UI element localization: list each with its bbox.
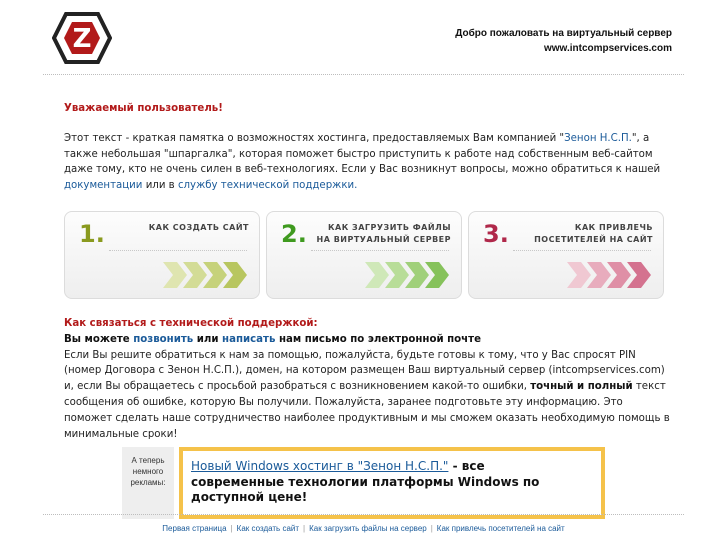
contact-section (64, 316, 674, 442)
step-label (317, 222, 451, 246)
contact-text: Вы можете (64, 333, 130, 345)
footer-nav (0, 524, 727, 533)
ad-description: - все современные технологии платформы Windows по доступной цене! (191, 459, 540, 504)
step-number: 2. (281, 220, 307, 248)
documentation-link[interactable]: документации (64, 180, 143, 192)
welcome-line-1: Добро пожаловать на виртуальный сервер (455, 28, 672, 39)
intro-text-a: Этот текст - краткая памятка о возможностях хостинга, предоставляемых Вам компанией " (64, 132, 565, 144)
intro-text-b: ", а также небольшая "шпаргалка", которая поможет быстро приступить к работе над собственным веб-сайтом даже тому, кто не очень силен в веб-технологиях. Если у Вас возникнут вопросы, можно обратиться к нашей (64, 132, 661, 176)
greeting-heading: Уважаемый пользователь! (64, 103, 223, 114)
zenon-logo-icon[interactable] (52, 12, 112, 64)
step-label-line2: НА ВИРТУАЛЬНЫЙ СЕРВЕР (316, 235, 451, 244)
footer-separator: | (303, 524, 306, 533)
chevrons-icon (567, 262, 664, 288)
support-link[interactable]: службу технической поддержки. (177, 180, 358, 192)
footer-link-create-site[interactable]: Как создать сайт (236, 524, 300, 533)
contact-para-a: Если Вы решите обратиться к нам за помощью, пожалуйста, будьте готовы к тому, что у Вас спросят PIN (номер Договора с Зенон Н.С.П.), домен, на котором размещен Ваш виртуальный сервер (intcompservices.com) и, если Вы обращаетесь с просьбой разобраться с возникновением какой-то ошибки, (64, 349, 665, 393)
step-label-line2: ПОСЕТИТЕЛЕЙ НА САЙТ (534, 235, 653, 244)
bottom-divider (43, 514, 684, 515)
contact-para-bold: точный и полный (530, 381, 633, 393)
contact-text-email: нам письмо по электронной почте (278, 333, 481, 345)
step-label (149, 222, 249, 234)
chevrons-icon (163, 262, 260, 288)
footer-link-upload[interactable]: Как загрузить файлы на сервер (309, 524, 427, 533)
welcome-domain: www.intcompservices.com (543, 43, 672, 54)
top-divider (43, 74, 684, 75)
footer-link-home[interactable]: Первая страница (162, 524, 227, 533)
step-label-line1: КАК СОЗДАТЬ САЙТ (148, 223, 249, 232)
footer-link-visitors[interactable]: Как привлечь посетителей на сайт (436, 524, 565, 533)
ad-windows-hosting-link[interactable]: Новый Windows хостинг в "Зенон Н.С.П." (191, 459, 449, 473)
steps-banner (64, 211, 670, 301)
step-attract-visitors[interactable] (468, 211, 664, 299)
step-number: 1. (79, 220, 105, 248)
contact-para-b: текст сообщения об ошибке, которую Вы получили. Пожалуйста, заранее подготовьте эту информацию. Это поможет сделать наше сотрудничество наиболее продуктивным и мы сможем оказать необходимую помощь в минимальные сроки! (64, 381, 670, 440)
footer-separator: | (430, 524, 433, 533)
call-link[interactable]: позвонить (133, 333, 194, 345)
company-link[interactable]: Зенон Н.С.П. (564, 132, 632, 144)
step-label (534, 222, 653, 246)
intro-text-c: или в (145, 180, 175, 192)
contact-heading: Как связаться с технической поддержкой: (64, 318, 318, 329)
contact-text-or: или (196, 333, 219, 345)
step-divider (109, 250, 247, 251)
header (0, 0, 727, 76)
footer-separator: | (230, 524, 233, 533)
step-upload-files[interactable] (266, 211, 462, 299)
chevrons-icon (365, 262, 462, 288)
ad-text (191, 459, 571, 506)
step-label-line1: КАК ПРИВЛЕЧЬ (574, 223, 653, 232)
step-divider (311, 250, 449, 251)
step-create-site[interactable] (64, 211, 260, 299)
contact-options (64, 332, 674, 348)
intro-section (64, 96, 670, 194)
step-number: 3. (483, 220, 509, 248)
intro-paragraph (64, 131, 670, 194)
advertisement (122, 447, 607, 519)
contact-paragraph (64, 348, 674, 443)
ad-label: А теперь немного рекламы: (122, 447, 174, 519)
step-divider (513, 250, 651, 251)
write-link[interactable]: написать (222, 333, 276, 345)
step-label-line1: КАК ЗАГРУЗИТЬ ФАЙЛЫ (327, 223, 451, 232)
ad-box (179, 447, 605, 519)
logo-letter: Z (72, 24, 92, 54)
welcome-text (455, 26, 672, 56)
